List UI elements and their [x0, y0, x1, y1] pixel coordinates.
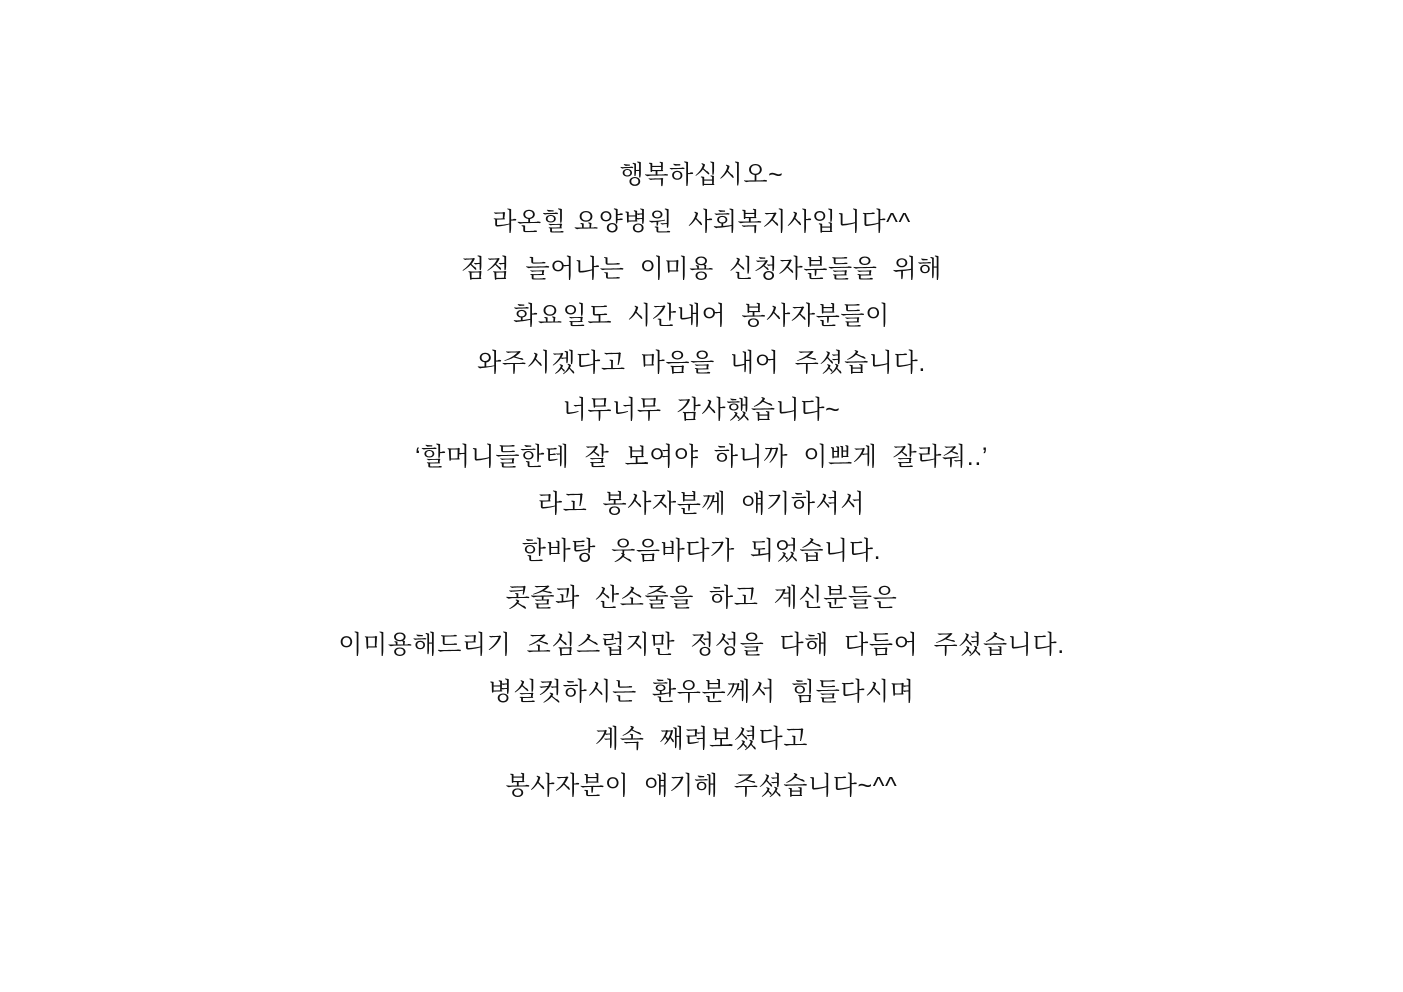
document-text-block: [0, 152, 1403, 810]
document-line: 이미용해드리기 조심스럽지만 정성을 다해 다듬어 주셨습니다.: [338, 631, 1065, 659]
document-line: 와주시겠다고 마음을 내어 주셨습니다.: [477, 349, 926, 377]
document-line: 화요일도 시간내어 봉사자분들이: [513, 302, 890, 330]
document-line: 너무너무 감사했습니다~: [562, 396, 841, 424]
document-line: 계속 째려보셨다고: [594, 725, 809, 753]
document-line: 콧줄과 산소줄을 하고 계신분들은: [505, 584, 898, 612]
document-line: ‘할머니들한테 잘 보여야 하니까 이쁘게 잘라줘..’: [414, 443, 989, 471]
document-line: 라온힐 요양병원 사회복지사입니다^^: [492, 208, 911, 236]
document-line: 봉사자분이 얘기해 주셨습니다~^^: [505, 772, 898, 800]
document-line: 한바탕 웃음바다가 되었습니다.: [521, 537, 882, 565]
document-line: 라고 봉사자분께 얘기하셔서: [537, 490, 866, 518]
document-line: 행복하십시오~: [619, 161, 784, 189]
document-line: 점점 늘어나는 이미용 신청자분들을 위해: [460, 255, 943, 283]
document-line: 병실컷하시는 환우분께서 힘들다시며: [488, 678, 915, 706]
